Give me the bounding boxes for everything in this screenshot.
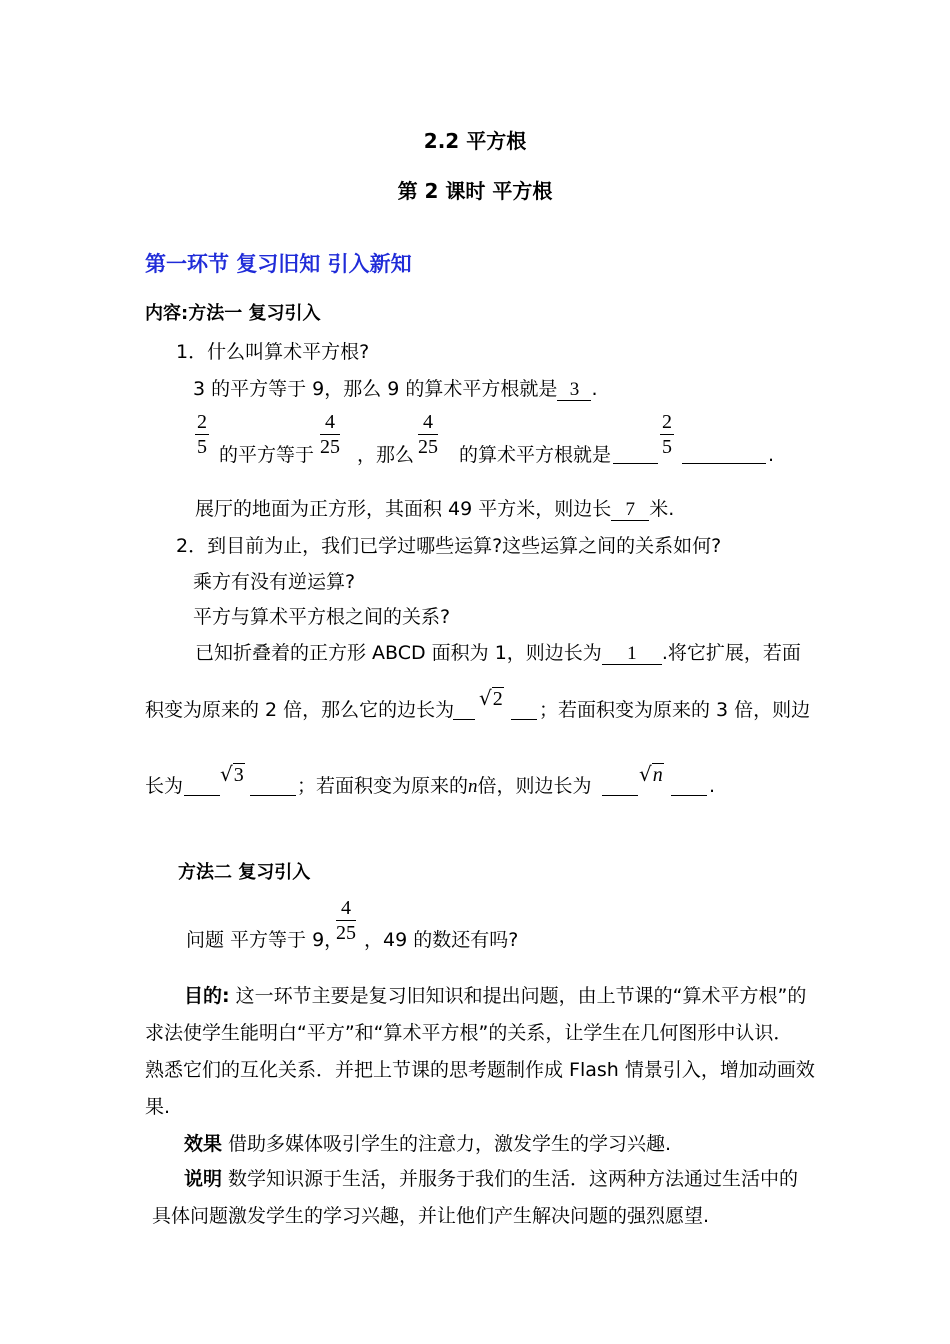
fraction-numerator: 4 <box>325 411 335 433</box>
paragraph-n-text-1: ；若面积变为原来的 <box>297 775 469 797</box>
answer-blank-3: 3 <box>557 380 591 401</box>
radicand: 2 <box>492 688 503 710</box>
line-sqrt-9-end: . <box>591 378 598 400</box>
fraction-2-5-answer <box>660 412 674 457</box>
answer-blank-sqrtn-a <box>602 795 638 796</box>
answer-blank-line-a <box>613 463 658 464</box>
answer-blank-sqrt3-b <box>250 795 296 796</box>
paragraph-abcd <box>195 644 801 665</box>
line-area-49 <box>195 500 674 521</box>
fraction-numerator: 4 <box>341 897 351 919</box>
radical-sqrt-3: √3 <box>220 762 244 786</box>
section-heading: 第一环节 复习旧知 引入新知 <box>145 252 412 276</box>
question-square-end: ，49 的数还有吗? <box>364 929 519 951</box>
fraction-4-25 <box>320 412 340 457</box>
fraction-numerator: 2 <box>197 411 207 433</box>
paragraph-double: 积变为原来的 2 倍，那么它的边长为 <box>145 699 455 721</box>
purpose-line-1 <box>184 987 806 1006</box>
effect-label: 效果 <box>184 1133 223 1155</box>
page-title: 2.2 平方根 <box>423 129 527 153</box>
answer-blank-sqrt3-a <box>184 795 220 796</box>
fraction-denominator: 25 <box>418 436 438 458</box>
fraction-4-25-question <box>336 898 356 943</box>
answer-blank-1: 1 <box>602 644 662 665</box>
line2-text-1: 的平方等于 <box>219 444 315 466</box>
line-sqrt-9-text: 3 的平方等于 9，那么 9 的算术平方根就是 <box>193 378 558 400</box>
line2-end: . <box>768 444 775 466</box>
purpose-text-1: 这一环节主要是复习旧知识和提出问题，由上节课的“算术平方根”的 <box>229 985 807 1007</box>
radical-sqrt-2: √2 <box>479 686 503 710</box>
question-1: 1．什么叫算术平方根? <box>176 341 370 363</box>
paragraph-abcd-end: .将它扩展，若面 <box>661 642 801 664</box>
line-area-49-end: 米. <box>649 498 675 520</box>
method1-label: 内容:方法一 复习引入 <box>145 303 321 324</box>
question-2a: 乘方有没有逆运算? <box>193 571 356 593</box>
note-label: 说明 <box>184 1168 223 1190</box>
fraction-denominator: 25 <box>320 436 340 458</box>
fraction-numerator: 2 <box>662 411 672 433</box>
fraction-denominator: 25 <box>336 922 356 944</box>
method2-label: 方法二 复习引入 <box>178 862 311 883</box>
paragraph-double-end: ；若面积变为原来的 3 倍，则边 <box>539 699 811 721</box>
page-subtitle: 第 2 课时 平方根 <box>397 179 553 203</box>
note-text-1: 数学知识源于生活，并服务于我们的生活．这两种方法通过生活中的 <box>222 1168 799 1190</box>
fraction-2-5 <box>195 412 209 457</box>
paragraph-triple-end: . <box>709 775 716 797</box>
answer-blank-7: 7 <box>611 500 649 521</box>
paragraph-abcd-text: 已知折叠着的正方形 ABCD 面积为 1，则边长为 <box>195 642 602 664</box>
line2-text-3: 的算术平方根就是 <box>459 444 612 466</box>
answer-blank-sqrt2-a <box>453 719 475 720</box>
answer-blank-line-b <box>682 463 766 464</box>
radicand: n <box>652 764 663 786</box>
paragraph-n-text-2: 倍，则边长为 <box>477 775 592 797</box>
question-square-9: 问题 平方等于 9， <box>186 929 344 951</box>
effect-line <box>184 1135 671 1154</box>
radicand: 3 <box>233 764 244 786</box>
purpose-line-2: 求法使学生能明白“平方”和“算术平方根”的关系，让学生在几何图形中认识． <box>145 1022 793 1044</box>
answer-blank-sqrtn-b <box>671 795 707 796</box>
variable-n: n <box>468 776 478 797</box>
effect-text: 借助多媒体吸引学生的注意力，激发学生的学习兴趣. <box>222 1133 672 1155</box>
line-area-49-text: 展厅的地面为正方形，其面积 49 平方米，则边长 <box>195 498 612 520</box>
note-line-2: 具体问题激发学生的学习兴趣，并让他们产生解决问题的强烈愿望. <box>152 1205 710 1227</box>
paragraph-triple-text <box>297 777 592 796</box>
fraction-denominator: 5 <box>197 436 207 458</box>
fraction-4-25-b <box>418 412 438 457</box>
note-line-1 <box>184 1170 798 1189</box>
paragraph-triple-label: 长为 <box>145 775 184 797</box>
question-2: 2．到目前为止，我们已学过哪些运算?这些运算之间的关系如何? <box>176 535 722 557</box>
line-sqrt-9 <box>193 380 597 401</box>
answer-blank-sqrt2-b <box>511 719 537 720</box>
fraction-numerator: 4 <box>423 411 433 433</box>
purpose-line-4: 果. <box>145 1096 171 1118</box>
question-2b: 平方与算术平方根之间的关系? <box>193 606 451 628</box>
fraction-denominator: 5 <box>662 436 672 458</box>
purpose-line-3: 熟悉它们的互化关系．并把上节课的思考题制作成 Flash 情景引入，增加动画效 <box>145 1059 815 1081</box>
line2-text-2: ，那么 <box>357 444 415 466</box>
purpose-label: 目的: <box>184 985 230 1007</box>
radical-sqrt-n: √n <box>639 762 663 786</box>
